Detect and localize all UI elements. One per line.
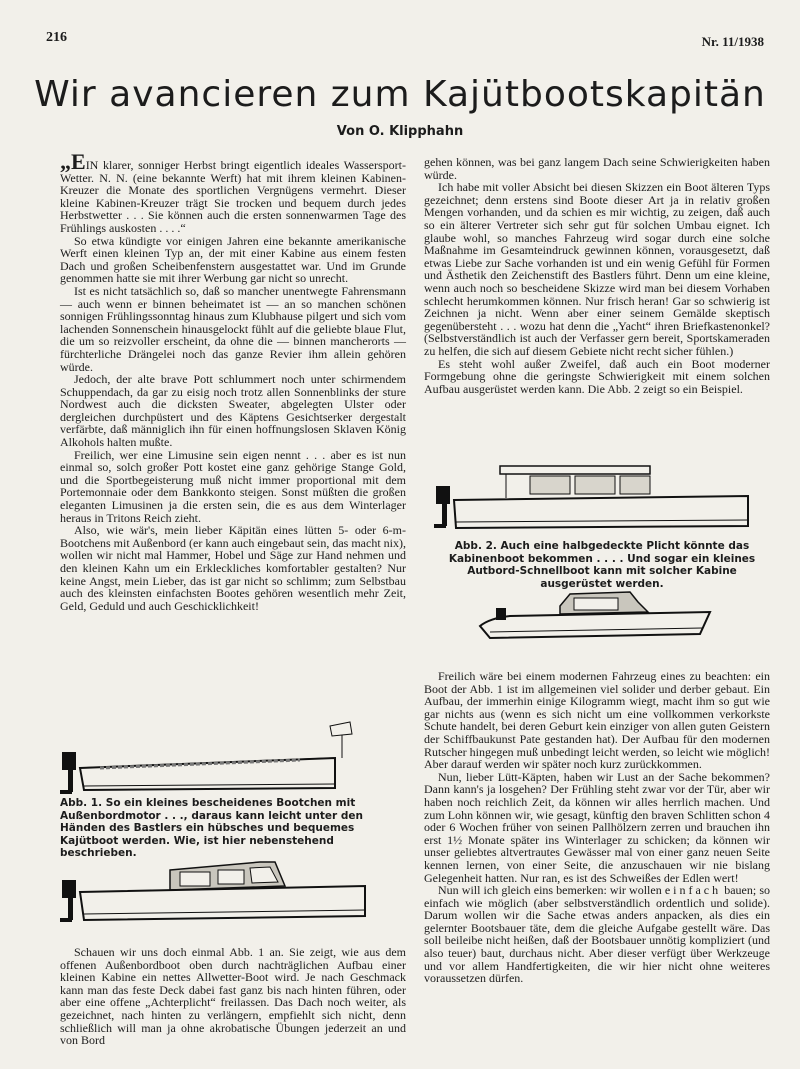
paragraph: Also, wie wär's, mein lieber Käpitän eines lütten 5- oder 6-m-Bootchens mit Außenbord (er kann auch eingebaut sein, das macht nix), wollen wir nicht mal Hammer, Hobel und Säge zur Hand nehmen und den kleinen Kahn um ein Erkleckliches komfortabler gestalten? Nur keine Angst, mein Lieber, das ist gar nicht so schlimm; zum Selbstbau auch des kleinsten einfachsten Bootes gehören wesentlich mehr Zeit, Geld, Geduld und auch Geschicklichkeit! xyxy=(60,523,406,613)
emphasis-spaced: einfach xyxy=(664,883,722,898)
paragraph: Nun will ich gleich eins bemerken: wir wollen einfach bauen; so einfach wie möglich (aber selbstverständlich ordentlich und solide). Darum wollen wir die Sache etwas anders anpacken, als dies ein gelernter Bootsbauer täte, dem die gleiche Aufgabe gestellt wäre. Das soll beileibe nicht heißen, daß der Bootsbauer unnötig kompliziert (und also teuer) baut, durchaus nicht. Aber dieser verfügt über Werkzeuge und vor allem Handfertigkeiten, die wir hier nicht ohne weiteres voraussetzen dürfen. xyxy=(424,883,770,986)
paragraph: So etwa kündigte vor einigen Jahren eine bekannte amerikanische Werft einen kleinen Typ an, der mit einer Kabine aus einem festen Dach und großen Scheibenfenstern ausgestattet war. Und im Grunde genommen hatte sie mit ihrer Werbung gar nicht so unrecht. xyxy=(60,233,406,286)
boat-illustration-cabin xyxy=(60,852,380,932)
figure-caption-2: Abb. 2. Auch eine halbgedeckte Plicht könnte das Kabinenboot bekommen . . . . Und sogar ein kleines Autbord-Schnellboot kann mit solcher Kabine ausgerüstet werden. xyxy=(448,540,756,590)
left-column-bottom xyxy=(60,946,406,1047)
article-author: Von O. Klipphahn xyxy=(336,124,464,139)
paragraph: Nun, lieber Lütt-Käpten, haben wir Lust an der Sache bekommen? Dann kann's ja losgehen? Der Frühling steht zwar vor der Tür, aber wir haben noch reichlich Zeit, da können wir alles herrlich machen. Und zum Lohn können wir, wie gesagt, künftig den braven Schlitten schon 4 oder 6 Wochen früher von seinen Pallhölzern zerren und brauchen ihn erst 1½ Monate später ins Winterlager zu schicken; da können wir unser geliebtes altvertrautes Gewässer mal von einer ganz neuen Seite kennen lernen, von einer Seite, die anzuschauen wir nie bislang Gelegenheit hatten. Nur ran, es ist des Schweißes der Edlen wert! xyxy=(424,769,770,885)
paragraph: Jedoch, der alte brave Pott schlummert noch unter schirmendem Schuppendach, da gar zu eisig noch trotz allen Sonnenblinks der sture Nordwest auch die dicksten Sweater, abgelegten Ulster oder dergleichen durchpüstert und des Käptens Gesichtserker dergestalt verfärbte, daß männiglich ihn für einen hoffnungslosen Sklaven König Alkohols halten mußte. xyxy=(60,372,406,450)
right-column-top xyxy=(424,156,770,395)
paragraph: Schauen wir uns doch einmal Abb. 1 an. Sie zeigt, wie aus dem offenen Außenbordboot oben durch nachträglichen Aufbau einer kleinen Kabine ein nettes Allwetter-Boot wird. Je nach Geschmack kann man das feste Deck dabei fast ganz bis nach hinten führen, oder aber eine offene „Achterplicht“ freilassen. Das Dach noch weiter, als gezeichnet, nach hinten zu verlängern, empfiehlt sich nicht, denn schließlich will man ja ohne akrobatische Übungen jederzeit an und von Bord xyxy=(60,945,406,1048)
right-column-bottom xyxy=(424,670,770,985)
figure-caption-1: Abb. 1. So ein kleines bescheidenes Bootchen mit Außenbordmotor . . ., daraus kann leicht unter den Händen des Bastlers ein hübsches und bequemes Kajütboot werden. Wie, ist hier nebenstehend beschrieben. xyxy=(60,797,363,859)
article-title: Wir avancieren zum Kajütbootskapitän xyxy=(34,74,766,115)
paragraph: gehen können, was bei ganz langem Dach seine Schwierigkeiten haben würde. xyxy=(424,155,770,182)
boat-illustration-half-decked xyxy=(430,460,770,534)
boat-illustration-speedboat xyxy=(470,588,720,648)
paragraph: „EIN klarer, sonniger Herbst bringt eigentlich ideales Wassersport-Wetter. N. N. (eine bekannte Werft) hat mit ihrem kleinen Kabinen-Kreuzer die Monate des sportlichen Vergnügens vermehrt. Dieser kleine Kabinen-Kreuzer trägt Sie trocken und bequem durch jedes Herbstwetter . . . Sie können auch die ersten sonnenwarmen Tage des Frühlings auskosten . . . .“ xyxy=(60,149,406,235)
paragraph: Freilich wäre bei einem modernen Fahrzeug eines zu beachten: ein Boot der Abb. 1 ist im allgemeinen viel solider und derber gebaut. Ein Aufbau, der immerhin einige Kilogramm wiegt, macht ihm so gut wie gar nichts aus (wenn es sich nicht um eine vollkommen verkorkste Schute handelt, bei deren Geburt kein einziger von allen guten Geistern der Schiffbaukunst Pate gestanden hat). Der Aufbau für den modernen Rutscher hingegen muß unbedingt leicht werden, so leicht wie möglich! Aber darauf werden wir später noch kurz zurückkommen. xyxy=(424,669,770,772)
boat-illustration-open xyxy=(60,718,380,798)
drop-cap: „E xyxy=(60,149,86,174)
issue-number: Nr. 11/1938 xyxy=(701,34,764,49)
paragraph: Ich habe mit voller Absicht bei diesen Skizzen ein Boot älteren Typs gezeichnet; denn erstens sind Boote dieser Art ja in relativ großen Mengen vorhanden, und da schien es mir wichtig, zu zeigen, daß auch so ein älterer Vertreter sich sehr gut für solchen Umbau eignet. Ich glaube wohl, so manches Fahrzeug wird sogar durch eine solche Maßnahme im Gesamteindruck gewinnen können, vorausgesetzt, daß etwas Liebe zur Sache vorhanden ist und ein wenig Gefühl für Formen und Ästhetik den Zeichenstift des Bastlers führt. Denn um eine kleine, wenn auch noch so bescheidene Skizze wird man bei diesem Vorhaben schlecht herumkommen können. Nur frisch heran! Gar so schwierig ist Zeichnen ja nicht. Wenn aber einer seinem Gemälde skeptisch gegenübersteht . . . wozu hat denn die „Yacht“ ihren Briefkastenonkel? (Selbstverständlich ist auch der Verfasser gern bereit, Sportskameraden zu helfen, die sich auf diesem Gebiete nicht recht sicher fühlen.) xyxy=(424,180,770,358)
paragraph: Es steht wohl außer Zweifel, daß auch ein Boot moderner Formgebung ohne die geringste Schwierigkeit mit einem solchen Aufbau ausgerüstet werden kann. Die Abb. 2 zeigt so ein Beispiel. xyxy=(424,356,770,396)
paragraph: Ist es nicht tatsächlich so, daß so mancher unentwegte Fahrensmann — auch wenn er binnen beheimatet ist — an so manchen schönen sonnigen Frühlingssonntag hinaus zum Klubhause pilgert und sich vom lachenden Sonnenschein hinausgelockt fühlt auf die geliebte blaue Flut, die um so reizvoller erscheint, da ohne die — binnen mancherorts — fürchterliche Drängelei noch das ganze Revier ihm allein gehören würde. xyxy=(60,283,406,374)
paragraph: Freilich, wer eine Limusine sein eigen nennt . . . aber es ist nun einmal so, solch großer Pott kostet eine ganz gehörige Stange Gold, und die Sportbegeisterung muß nicht immer proportional mit dem Portemonnaie oder dem Bankkonto steigen. Sonst müßten die großen eleganten Limusinen ja die ersten sein, die es aus dem Winterlager heraus in Tritons Reich zieht. xyxy=(60,447,406,525)
left-column-top xyxy=(60,149,406,613)
page-number: 216 xyxy=(46,30,67,45)
